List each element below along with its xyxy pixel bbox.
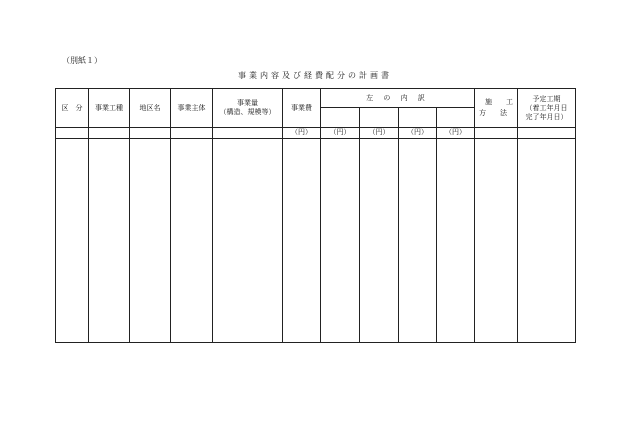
unit-cell-koshu (89, 128, 130, 139)
unit-yen-uchiwake-2: （円） (360, 128, 399, 139)
header-seko-char4: 法 (500, 109, 507, 117)
header-jigyoryo-line2: （構造、規模等） (219, 108, 276, 116)
header-shutai: 事業主体 (171, 89, 213, 128)
header-seko (475, 89, 518, 128)
header-seko-char3: 方 (479, 109, 486, 117)
body-cell-shutai (171, 139, 213, 343)
body-cell-koki (518, 139, 576, 343)
header-seko-char1: 施 (485, 98, 492, 106)
header-jigyohi: 事業費 (283, 89, 321, 128)
header-koki (518, 89, 576, 128)
body-cell-uchiwake-3 (399, 139, 437, 343)
body-cell-koshu (89, 139, 130, 343)
unit-cell-shutai (171, 128, 213, 139)
header-koki-line2: （着工年月日 (525, 103, 568, 112)
body-cell-jigyoryo (213, 139, 283, 343)
header-uchiwake-sub-4 (437, 108, 475, 128)
header-koshu: 事業工種 (89, 89, 130, 128)
unit-cell-koki (518, 128, 576, 139)
unit-yen-uchiwake-3: （円） (399, 128, 437, 139)
header-koki-line1: 予定工期 (532, 94, 561, 103)
attachment-label: （別紙１） (62, 56, 102, 65)
body-cell-uchiwake-1 (321, 139, 360, 343)
body-cell-kubun (56, 139, 89, 343)
unit-cell-chikumei (130, 128, 171, 139)
header-seko-char2: 工 (506, 98, 513, 106)
header-jigyoryo (213, 89, 283, 128)
header-uchiwake: 左 の 内 訳 (321, 89, 475, 108)
unit-cell-kubun (56, 128, 89, 139)
header-uchiwake-sub-2 (360, 108, 399, 128)
body-cell-chikumei (130, 139, 171, 343)
header-seko-bottom (475, 108, 517, 119)
header-uchiwake-sub-3 (399, 108, 437, 128)
unit-cell-jigyoryo (213, 128, 283, 139)
header-uchiwake-sub-1 (321, 108, 360, 128)
body-cell-jigyohi (283, 139, 321, 343)
header-koki-line3: 完了年月日） (525, 112, 568, 121)
header-kubun: 区 分 (56, 89, 89, 128)
unit-yen-uchiwake-1: （円） (321, 128, 360, 139)
header-jigyoryo-line1: 事業量 (237, 99, 258, 107)
body-cell-uchiwake-4 (437, 139, 475, 343)
plan-table (55, 88, 576, 343)
header-seko-top (475, 97, 517, 108)
body-cell-seko (475, 139, 518, 343)
unit-yen-jigyohi: （円） (283, 128, 321, 139)
unit-cell-seko (475, 128, 518, 139)
body-cell-uchiwake-2 (360, 139, 399, 343)
document-title: 事業内容及び経費配分の計画書 (238, 71, 392, 80)
header-chikumei: 地区名 (130, 89, 171, 128)
unit-yen-uchiwake-4: （円） (437, 128, 475, 139)
